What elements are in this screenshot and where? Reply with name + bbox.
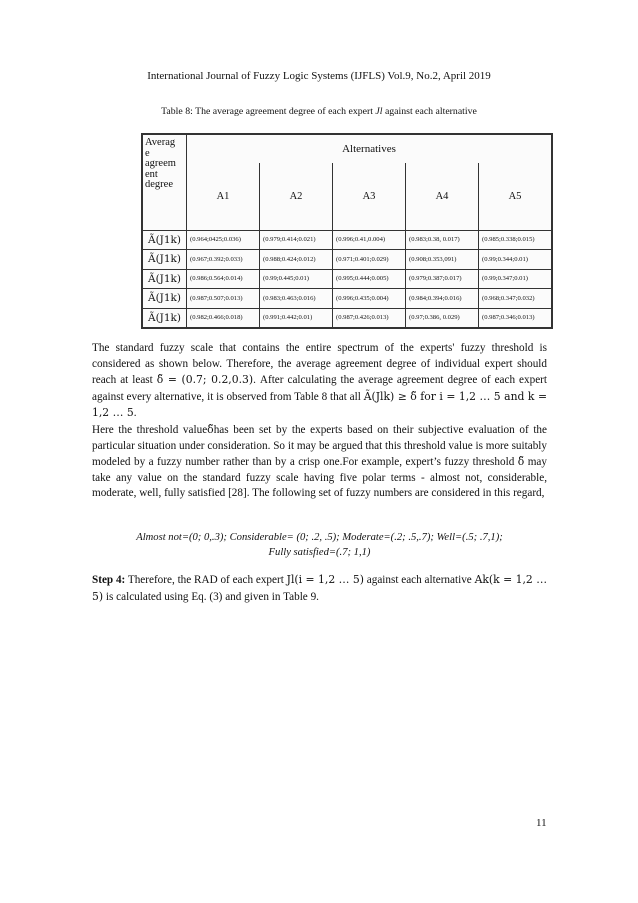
p2-text-1: Here the threshold value xyxy=(92,424,208,436)
table-cell: (0.987;0.507;0.013) xyxy=(187,289,260,308)
p1-text-3: . xyxy=(133,407,137,420)
p2-math-1: δ̃ xyxy=(207,423,214,436)
row-label: Ã(J1k) xyxy=(143,308,187,328)
table-cell: (0.991;0.442;0.01) xyxy=(260,308,333,328)
table-cell: (0.987;0.346;0.013) xyxy=(479,308,552,328)
table-cell: (0.979;0.387;0.017) xyxy=(406,269,479,288)
step-math-1: Jl(i = 1,2 … 5) xyxy=(286,573,364,586)
step-text-1: Therefore, the RAD of each expert xyxy=(125,574,287,586)
agreement-table-figure xyxy=(141,133,553,329)
table-cell: (0.983;0.463;0.016) xyxy=(260,289,333,308)
table-cell: (0.99;0.445;0.01) xyxy=(260,269,333,288)
table-row xyxy=(143,230,552,249)
p2-text-3: may take any value on the standard fuzzy scale having five polar terms - almost not, considerable, moderate, well, fully satisfied [28]. The following set of fuzzy numbers are considered in this regard, xyxy=(92,456,547,500)
table-body xyxy=(143,230,552,327)
column-header-2: A2 xyxy=(260,163,333,230)
table-cell: (0.967;0.392;0.033) xyxy=(187,250,260,269)
table-row xyxy=(143,289,552,308)
caption-text-after: against each alternative xyxy=(384,106,477,117)
table-cell: (0.986;0.564;0.014) xyxy=(187,269,260,288)
corner-label-text: Averag e agreem ent degree xyxy=(145,137,176,190)
table-cell: (0.97;0.386, 0.029) xyxy=(406,308,479,328)
table-caption xyxy=(0,106,638,117)
row-label: Ã(J1k) xyxy=(143,250,187,269)
agreement-table xyxy=(142,134,552,328)
journal-header: International Journal of Fuzzy Logic Systems (IJFLS) Vol.9, No.2, April 2019 xyxy=(147,70,491,82)
p1-text-1: The standard fuzzy scale that contains the entire spectrum of the experts' fuzzy threshold is considered as shown below. Therefore, the average agreement degree of individual expert should reach at least xyxy=(92,342,547,387)
column-header-3: A3 xyxy=(333,163,406,230)
p1-math-2: Ã(Jlk) ≥ δ̃ for i = 1,2 … 5 and k = 1,2 … 5 xyxy=(92,389,547,420)
paragraph-step-4 xyxy=(92,572,547,605)
fuzzy-number-set xyxy=(92,531,547,560)
table-row xyxy=(143,308,552,328)
table-row xyxy=(143,250,552,269)
table-cell: (0.968;0.347;0.032) xyxy=(479,289,552,308)
p1-text-2: . After calculating the average agreement degree of each expert against every alternative, it is observed from Table 8 that all xyxy=(92,374,547,403)
step-text-3: is calculated using Eq. (3) and given in Table 9. xyxy=(103,590,319,603)
table-cell: (0.964;0425;0.036) xyxy=(187,230,260,249)
fuzzy-set-line-2: Fully satisfied=(.7; 1,1) xyxy=(268,546,371,558)
step-math-2: Ak(k = 1,2 … 5) xyxy=(92,573,547,603)
p2-math-2: δ̃ xyxy=(517,455,525,469)
caption-text-before: Table 8: The average agreement degree of each expert xyxy=(161,106,373,117)
column-header-5: A5 xyxy=(479,163,552,230)
table-cell: (0.996;0.41,0.004) xyxy=(333,230,406,249)
table-cell: (0.99;0.344;0.01) xyxy=(479,250,552,269)
paragraph-threshold xyxy=(92,341,547,422)
table-cell: (0.908;0.353,091) xyxy=(406,250,479,269)
row-label: Ã(J1k) xyxy=(143,269,187,288)
table-cell: (0.984;0.394;0.016) xyxy=(406,289,479,308)
caption-symbol: Jl xyxy=(375,106,383,117)
page-number: 11 xyxy=(536,817,547,829)
row-label: Ã(J1k) xyxy=(143,289,187,308)
table-cell: (0.996;0.435;0.004) xyxy=(333,289,406,308)
table-cell: (0.987;0.426;0.013) xyxy=(333,308,406,328)
step-text-2: against each alternative xyxy=(363,574,475,586)
fuzzy-set-line-1: Almost not=(0; 0,.3); Considerable= (0; .2, .5); Moderate=(.2; .5,.7); Well=(.5; .7,1); xyxy=(136,532,503,543)
alternatives-header: Alternatives xyxy=(187,135,552,163)
corner-label xyxy=(143,135,187,231)
table-cell: (0.995;0.444;0.005) xyxy=(333,269,406,288)
table-cell: (0.99;0.347;0.01) xyxy=(479,269,552,288)
table-cell: (0.971;0.401;0.029) xyxy=(333,250,406,269)
row-label: Ã(J1k) xyxy=(143,230,187,249)
column-header-row xyxy=(143,163,552,230)
table-cell: (0.983;0.38, 0.017) xyxy=(406,230,479,249)
column-header-4: A4 xyxy=(406,163,479,230)
table-cell: (0.979;0.414;0.021) xyxy=(260,230,333,249)
p1-math-1: δ̃ = (0.7; 0.2,0.3) xyxy=(156,373,254,387)
paragraph-fuzzy-scale xyxy=(92,422,547,502)
table-cell: (0.985;0.338;0.015) xyxy=(479,230,552,249)
table-row xyxy=(143,269,552,288)
column-header-1: A1 xyxy=(187,163,260,230)
table-cell: (0.982;0.466;0.018) xyxy=(187,308,260,328)
step-label: Step 4: xyxy=(92,574,126,586)
table-cell: (0.988;0.424;0.012) xyxy=(260,250,333,269)
p2-text-2: has been set by the experts based on their subjective evaluation of the particular situation under consideration. So it may be argued that this threshold value is more suitably modeled by a fuzzy number rather than by a crisp one.For example, expert’s fuzzy threshold xyxy=(92,424,547,469)
